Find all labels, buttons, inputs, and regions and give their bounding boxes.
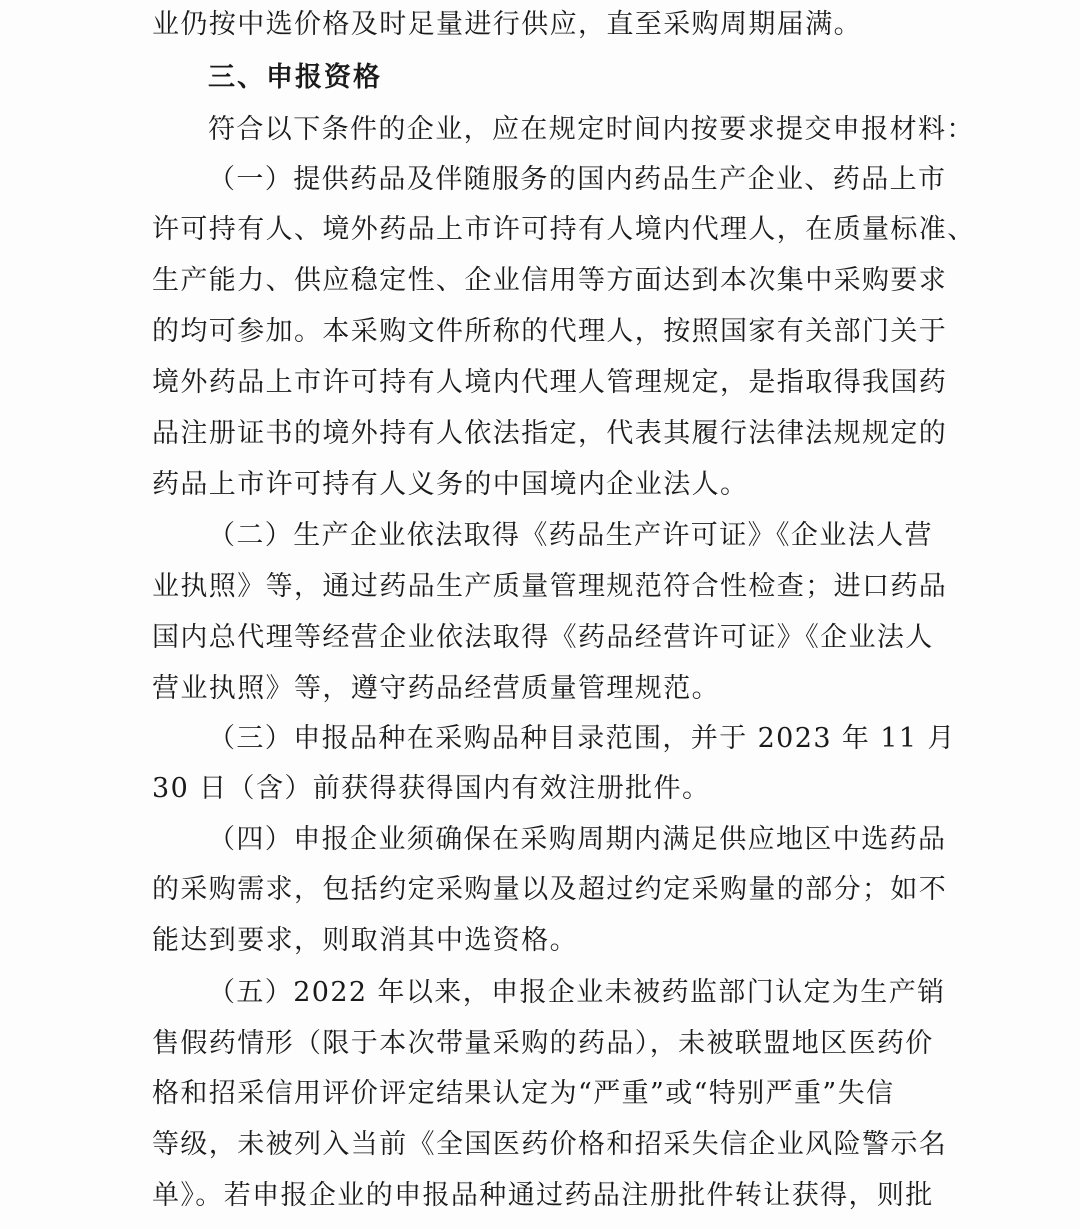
text-line: 符合以下条件的企业，应在规定时间内按要求提交申报材料： xyxy=(208,114,975,145)
text-line: 生产能力、供应稳定性、企业信用等方面达到本次集中采购要求 xyxy=(152,265,948,296)
text-line: 国内总代理等经营企业依法取得《药品经营许可证》《企业法人 xyxy=(152,622,934,653)
text-line: （四）申报企业须确保在采购周期内满足供应地区中选药品 xyxy=(208,824,947,855)
text-line: 等级，未被列入当前《全国医药价格和招采失信企业风险警示名 xyxy=(152,1129,948,1160)
text-line: 营业执照》等，遵守药品经营质量管理规范。 xyxy=(152,673,720,704)
text-line: 能达到要求，则取消其中选资格。 xyxy=(152,925,578,956)
text-line: 格和招采信用评价评定结果认定为“严重”或“特别严重”失信 xyxy=(152,1078,895,1109)
text-line: 许可持有人、境外药品上市许可持有人境内代理人，在质量标准、 xyxy=(152,214,976,245)
section-heading: 三、申报资格 xyxy=(208,62,382,93)
text-line: （五）2022 年以来，申报企业未被药监部门认定为生产销 xyxy=(208,977,946,1008)
text-line: （三）申报品种在采购品种目录范围，并于 2023 年 11 月 xyxy=(208,723,956,754)
text-line: （一）提供药品及伴随服务的国内药品生产企业、药品上市 xyxy=(208,164,947,195)
text-line: 的均可参加。本采购文件所称的代理人，按照国家有关部门关于 xyxy=(152,316,948,347)
text-line: 业仍按中选价格及时足量进行供应，直至采购周期届满。 xyxy=(152,9,862,40)
text-line: 品注册证书的境外持有人依法指定，代表其履行法律法规规定的 xyxy=(152,418,948,449)
text-line: 30 日（含）前获得获得国内有效注册批件。 xyxy=(152,773,711,804)
text-line: 药品上市许可持有人义务的中国境内企业法人。 xyxy=(152,469,749,500)
text-line: 售假药情形（限于本次带量采购的药品），未被联盟地区医药价 xyxy=(152,1028,934,1059)
text-line: 单》。若申报企业的申报品种通过药品注册批件转让获得，则批 xyxy=(152,1180,934,1211)
text-line: （二）生产企业依法取得《药品生产许可证》《企业法人营 xyxy=(208,520,933,551)
text-line: 业执照》等，通过药品生产质量管理规范符合性检查；进口药品 xyxy=(152,571,948,602)
text-line: 境外药品上市许可持有人境内代理人管理规定，是指取得我国药 xyxy=(152,367,948,398)
text-line: 的采购需求，包括约定采购量以及超过约定采购量的部分；如不 xyxy=(152,874,948,905)
